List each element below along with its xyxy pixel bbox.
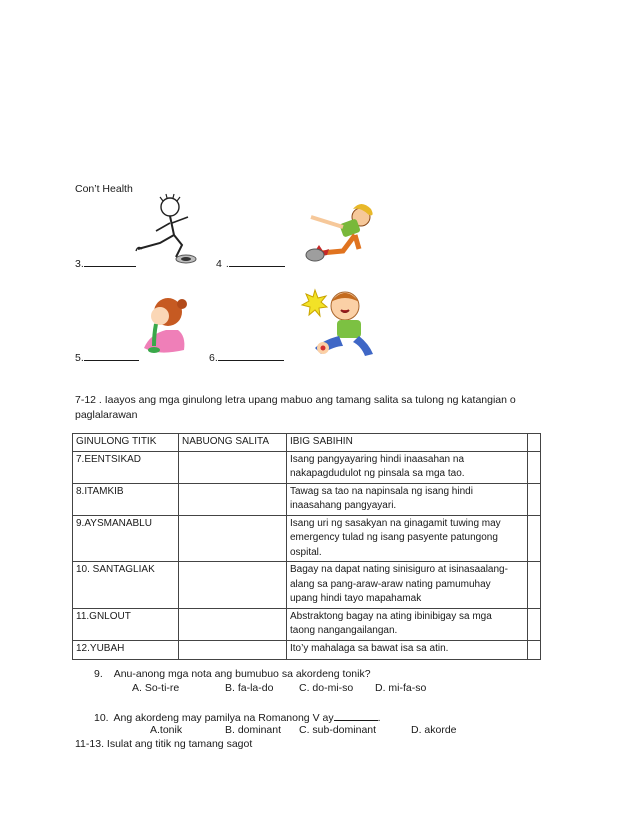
meaning-cell: Tawag sa tao na napinsala ng isang hindi inaasahang pangyayari. <box>287 483 528 515</box>
empty-cell <box>528 562 541 609</box>
girl-vomiting-icon <box>138 294 194 358</box>
item-number: 5. <box>75 352 84 364</box>
meaning-cell: Isang uri ng sasakyan na ginagamit tuwing may emergency tulad ng isang pasyente patungong ospital. <box>287 515 528 562</box>
question-text: Ang akordeng may pamilya na Romanong V ay <box>113 712 334 724</box>
empty-cell <box>528 515 541 562</box>
empty-cell <box>528 640 541 659</box>
question-10: 10. Ang akordeng may pamilya na Romanong V ay . <box>94 712 381 724</box>
vocabulary-table <box>72 433 541 660</box>
item-number: 4 <box>216 258 222 270</box>
scrambled-word: 10. SANTAGLIAK <box>73 562 179 609</box>
picture-item-5 <box>75 350 139 364</box>
meaning-cell: Bagay na dapat nating sinisiguro at isinasaalang- alang sa pang-araw-araw nating pamumuhay upang hindi tayo mapahamak <box>287 562 528 609</box>
choice-d[interactable]: D. akorde <box>411 724 457 736</box>
answer-cell[interactable] <box>179 608 287 640</box>
question-9-choices <box>132 682 426 694</box>
instructions-line-1: 7-12 . Iaayos ang mga ginulong letra upang mabuo ang tamang salita sa tulong ng katangian o <box>75 394 516 406</box>
boy-crying-with-bruised-knee-icon <box>289 284 385 358</box>
choice-d[interactable]: D. mi-fa-so <box>375 682 427 694</box>
table-row <box>73 483 541 515</box>
choice-a[interactable]: A.tonik <box>150 724 183 736</box>
scrambled-word: 7.EENTSIKAD <box>73 451 179 483</box>
scrambled-word: 8.ITAMKIB <box>73 483 179 515</box>
answer-cell[interactable] <box>179 640 287 659</box>
empty-cell <box>528 434 541 452</box>
choice-b[interactable]: B. fa-la-do <box>225 682 274 694</box>
answer-cell[interactable] <box>179 515 287 562</box>
meaning-cell: Ito’y mahalaga sa bawat isa sa atin. <box>287 640 528 659</box>
scrambled-word: 9.AYSMANABLU <box>73 515 179 562</box>
table-row <box>73 608 541 640</box>
picture-item-3 <box>75 256 136 270</box>
answer-cell[interactable] <box>179 483 287 515</box>
person-slipping-on-floor-icon <box>130 195 212 267</box>
question-9 <box>94 668 371 680</box>
choice-b[interactable]: B. dominant <box>225 724 282 736</box>
question-number: 9. <box>94 668 103 680</box>
choice-c[interactable]: C. do-mi-so <box>299 682 354 694</box>
meaning-cell: Abstraktong bagay na ating ibinibigay sa mga taong nangangailangan. <box>287 608 528 640</box>
answer-cell[interactable] <box>179 562 287 609</box>
choice-a[interactable]: A. So-ti-re <box>132 682 180 694</box>
table-row <box>73 562 541 609</box>
empty-cell <box>528 451 541 483</box>
person-tripping-over-object-icon <box>303 203 383 265</box>
table-row <box>73 515 541 562</box>
picture-item-4: 4 . <box>216 256 285 270</box>
item-number: 3. <box>75 258 84 270</box>
table-row <box>73 640 541 659</box>
answer-blank[interactable] <box>334 710 378 721</box>
item-number: 6. <box>209 352 218 364</box>
answer-blank[interactable] <box>84 256 136 267</box>
empty-cell <box>528 483 541 515</box>
question-11-13: 11-13. Isulat ang titik ng tamang sagot <box>75 738 253 750</box>
answer-blank[interactable] <box>218 350 284 361</box>
column-header: IBIG SABIHIN <box>287 434 528 452</box>
choice-c[interactable]: C. sub-dominant <box>299 724 377 736</box>
column-header: GINULONG TITIK <box>73 434 179 452</box>
page-title: Con’t Health <box>75 183 133 195</box>
meaning-cell: Isang pangyayaring hindi inaasahan na nakapagdudulot ng pinsala sa mga tao. <box>287 451 528 483</box>
scrambled-word: 12.YUBAH <box>73 640 179 659</box>
column-header: NABUONG SALITA <box>179 434 287 452</box>
question-10-choices <box>150 724 457 736</box>
table-row <box>73 451 541 483</box>
question-text: Anu-anong mga nota ang bumubuo sa akordeng tonik? <box>113 668 371 680</box>
answer-blank[interactable] <box>84 350 139 361</box>
question-number: 10. <box>94 712 109 724</box>
instructions-line-2: paglalarawan <box>75 409 138 421</box>
picture-item-6 <box>209 350 284 364</box>
empty-cell <box>528 608 541 640</box>
scrambled-word: 11.GNLOUT <box>73 608 179 640</box>
answer-blank[interactable] <box>229 256 285 267</box>
table-header-row <box>73 434 541 452</box>
answer-cell[interactable] <box>179 451 287 483</box>
